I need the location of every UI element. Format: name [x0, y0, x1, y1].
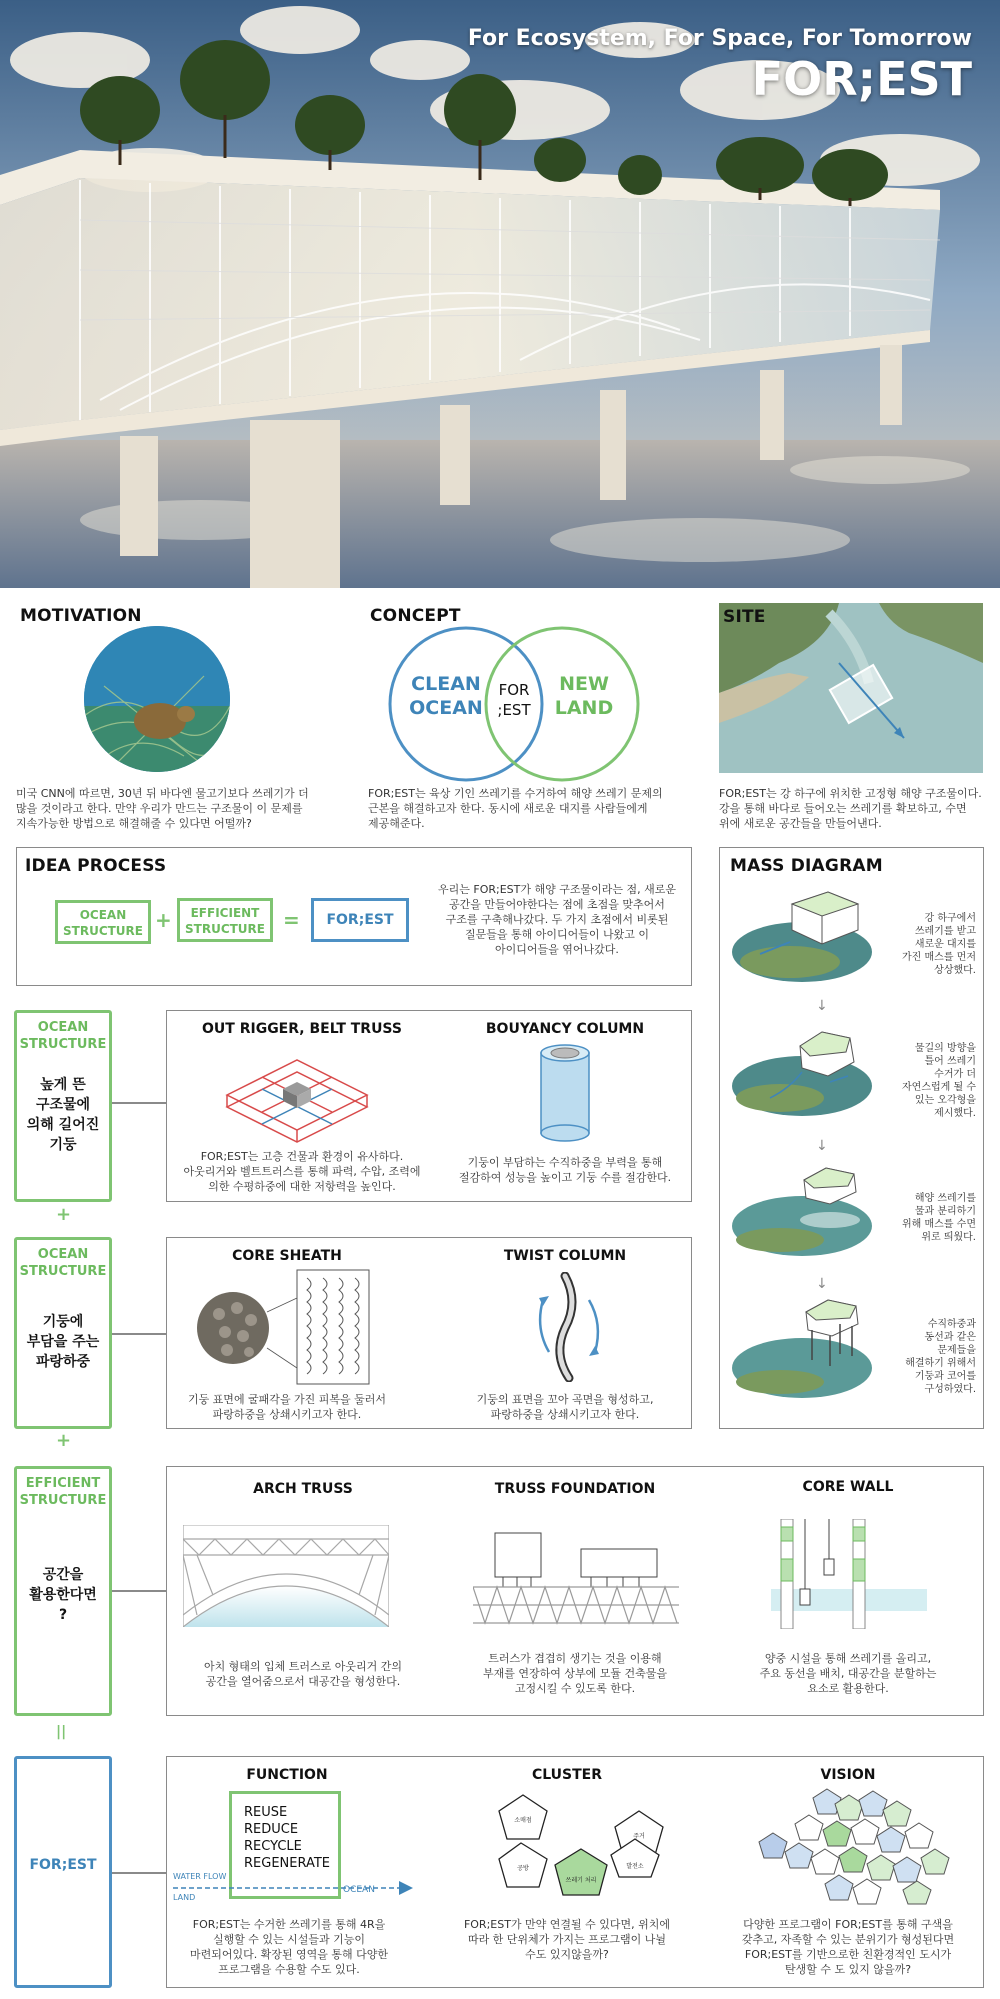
mass-step-line: 상상했다. [934, 965, 976, 976]
row4-side-main: FOR;EST [29, 1857, 97, 1873]
venn-center-label [490, 680, 538, 720]
row1-side-head [17, 1019, 109, 1053]
mass-step-line: 구성하였다. [924, 1384, 976, 1395]
idea-equals: = [283, 908, 300, 932]
core-wall-text [711, 1651, 985, 1696]
motivation-line: 지속가능한 방법으로 해결해줄 수 있다면 어떨까? [16, 817, 252, 830]
mass-arrow-2: ↓ [816, 1138, 828, 1154]
water-flow-arrow-svg [173, 1881, 413, 1895]
motivation-line: 많을 것이라고 한다. 만약 우리가 만드는 구조물이 이 문제를 [16, 802, 303, 815]
function-item: REGENERATE [244, 1856, 331, 1871]
vision-illustration [757, 1787, 957, 1905]
idea-process-panel [16, 847, 692, 986]
idea-process-title: IDEA PROCESS [25, 856, 167, 876]
twist-column-text [437, 1392, 693, 1422]
mass-step-line: 동선과 같은 [924, 1332, 976, 1343]
twist-column-svg [535, 1272, 605, 1382]
outrigger-text [167, 1149, 437, 1194]
core-sheath-line: 파랑하중을 상쇄시키고자 한다. [212, 1408, 362, 1421]
buoyancy-line: 절감하여 성능을 높이고 기둥 수를 절감한다. [458, 1171, 672, 1184]
venn-right-line: NEW [559, 673, 609, 695]
mass-step-4-illustration [730, 1294, 890, 1404]
idea-line: 아이디어들을 엮어나갔다. [495, 943, 619, 956]
core-wall-line: 요소로 활용한다. [807, 1682, 889, 1695]
mass-step-line: 문제들을 [937, 1345, 976, 1356]
mass-step-line: 자연스럽게 될 수 [902, 1082, 976, 1093]
truss-foundation-title: TRUSS FOUNDATION [494, 1481, 656, 1497]
mass-step-line: 제시했다. [934, 1108, 976, 1119]
concept-line: 제공해준다. [368, 817, 425, 830]
concept-title: CONCEPT [370, 606, 461, 626]
function-line: 프로그램을 수용할 수도 있다. [218, 1963, 360, 1976]
twist-column-title: TWIST COLUMN [503, 1248, 627, 1264]
site-title: SITE [723, 607, 766, 627]
equals-connector: || [56, 1724, 67, 1740]
cluster-label-power: 발전소 [626, 1863, 644, 1870]
row2-side-head [17, 1246, 109, 1280]
idea-line: 구조를 구축해나갔다. 두 가지 초점에서 비롯된 [445, 913, 669, 926]
truss-foundation-line: 트러스가 겹겹히 생기는 것을 이용해 [488, 1652, 662, 1665]
vision-line: 갖추고, 자족할 수 있는 분위기가 형성된다면 [741, 1933, 955, 1946]
mass-step-1-svg [730, 884, 890, 989]
site-line: 강을 통해 바다로 들어오는 쓰레기를 확보하고, 수면 [719, 802, 967, 815]
mass-step-line: 틀어 쓰레기 [924, 1056, 976, 1067]
row1-side-main-line: 의해 길어진 [26, 1117, 100, 1133]
idea-line: 질문들을 통해 아이디어들이 나왔고 이 [464, 928, 649, 941]
cluster-title: CLUSTER [531, 1767, 603, 1783]
hero-title: FOR;EST [751, 52, 972, 106]
row2-side-main-line: 파랑하중 [35, 1354, 91, 1370]
row3-side-head-line: STRUCTURE [19, 1493, 107, 1508]
site-line: 위에 새로운 공간들을 만들어낸다. [719, 817, 882, 830]
hero-render [0, 0, 1000, 588]
row3-connector [112, 1590, 166, 1592]
idea-box-ocean-line: OCEAN [79, 908, 127, 922]
mass-step-line: 수거가 더 [934, 1069, 976, 1080]
core-sheath-title: CORE SHEATH [232, 1248, 342, 1264]
plus-connector-1: + [56, 1204, 72, 1225]
mass-step-2-svg [730, 1018, 890, 1123]
idea-line: 공간을 만들어야한다는 점에 초점을 맞추어서 [449, 898, 665, 911]
idea-process-text [429, 882, 685, 957]
mass-step-line: 쓰레기를 받고 [914, 926, 976, 937]
venn-center-line: FOR [498, 681, 530, 699]
outrigger-line: 아웃리거와 벨트트러스를 통해 파력, 수압, 조력에 [183, 1165, 421, 1178]
truss-foundation-line: 부재를 연장하여 상부에 모듈 건축물을 [482, 1667, 667, 1680]
row4-connector [112, 1872, 166, 1874]
idea-line: 우리는 FOR;EST가 해양 구조물이라는 점, 새로운 [438, 883, 676, 896]
venn-left-line: OCEAN [409, 697, 483, 719]
function-item: REDUCE [244, 1822, 299, 1837]
core-wall-line: 주요 동선을 배치, 대공간을 분할하는 [759, 1667, 937, 1680]
arch-truss-text [167, 1659, 439, 1689]
mass-step-line: 물과 분리하기 [914, 1206, 976, 1217]
arch-truss-line: 공간을 열어줌으로서 대공간을 형성한다. [205, 1675, 401, 1688]
cluster-label-housing: 주거 [633, 1833, 645, 1840]
outrigger-line: 의한 수평하중에 대한 저항력을 높인다. [208, 1180, 396, 1193]
water-flow-arrow [173, 1881, 413, 1895]
vision-text [711, 1917, 985, 1977]
row2-side-head-line: STRUCTURE [19, 1264, 107, 1279]
vision-line: 탄생할 수 도 있지 않을까? [784, 1963, 912, 1976]
mass-step-1-text [888, 912, 976, 977]
row3-side-head [17, 1475, 109, 1509]
mass-arrow-1: ↓ [816, 998, 828, 1014]
cluster-line: FOR;EST가 만약 연결될 수 있다면, 위치에 [463, 1918, 671, 1931]
idea-plus: + [155, 908, 172, 932]
function-item: REUSE [244, 1805, 288, 1820]
hero-tagline: For Ecosystem, For Space, For Tomorrow [467, 26, 972, 51]
row1-side-head-line: STRUCTURE [19, 1037, 107, 1052]
core-wall-illustration [771, 1519, 927, 1629]
idea-box-efficient-line: STRUCTURE [185, 922, 265, 936]
mass-step-line: 수직하중과 [927, 1319, 976, 1330]
outrigger-line: FOR;EST는 고층 건물과 환경이 유사하다. [200, 1150, 404, 1163]
outrigger-illustration [217, 1045, 377, 1145]
venn-right-label [544, 672, 624, 720]
buoyancy-illustration [535, 1041, 595, 1145]
mass-step-3-text [888, 1192, 976, 1244]
site-text [719, 786, 989, 831]
core-sheath-text [167, 1392, 407, 1422]
row3-side-main [17, 1565, 109, 1625]
turtle-net-illustration [84, 626, 230, 772]
mass-arrow-3: ↓ [816, 1276, 828, 1292]
cluster-label-workshop: 공방 [517, 1865, 529, 1872]
row4-side-box [14, 1756, 112, 1988]
mass-step-line: 물길의 방향을 [914, 1043, 976, 1054]
site-map [719, 603, 983, 773]
core-sheath-svg [197, 1268, 377, 1388]
motivation-line: 미국 CNN에 따르면, 30년 뒤 바다엔 물고기보다 쓰레기가 더 [16, 787, 309, 800]
outrigger-title: OUT RIGGER, BELT TRUSS [202, 1021, 402, 1037]
cluster-line: 따라 한 단위체가 가지는 프로그램이 나뉠 [467, 1933, 667, 1946]
motivation-text [16, 786, 336, 831]
concept-text [368, 786, 698, 831]
outrigger-svg [217, 1045, 377, 1145]
row2-side-main [17, 1312, 109, 1372]
function-text [167, 1917, 411, 1977]
venn-center-line: ;EST [497, 701, 531, 719]
motivation-photo [84, 626, 230, 772]
vision-svg [757, 1787, 957, 1905]
function-line: 마련되어있다. 확장된 영역을 통해 다양한 [189, 1948, 389, 1961]
truss-foundation-svg [473, 1531, 679, 1627]
mass-step-4-svg [730, 1294, 890, 1404]
mass-step-line: 새로운 대지를 [914, 939, 976, 950]
concept-line: 근본을 해결하고자 한다. 동시에 새로운 대지를 사람들에게 [368, 802, 648, 815]
mass-diagram-title: MASS DIAGRAM [730, 856, 883, 876]
motivation-title: MOTIVATION [20, 606, 142, 626]
mass-step-1-illustration [730, 884, 890, 989]
mass-step-line: 해양 쓰레기를 [914, 1193, 976, 1204]
buoyancy-title: BOUYANCY COLUMN [485, 1021, 645, 1037]
arch-truss-svg [183, 1525, 389, 1627]
twist-column-line: 기둥의 표면을 꼬아 곡면을 형성하고, [476, 1393, 654, 1406]
cluster-label-retail: 소매점 [514, 1817, 532, 1824]
row2-side-main-line: 부담을 주는 [26, 1334, 100, 1350]
ocean-label: OCEAN [343, 1885, 375, 1895]
function-line: 실행할 수 있는 시설들과 기능이 [212, 1933, 366, 1946]
venn-left-label [406, 672, 486, 720]
row1-side-main-line: 기둥 [49, 1137, 77, 1153]
idea-box-ocean [55, 900, 151, 944]
row3-side-head-line: EFFICIENT [25, 1476, 101, 1491]
function-line: FOR;EST는 수거한 쓰레기를 통해 4R을 [192, 1918, 386, 1931]
function-title: FUNCTION [246, 1767, 328, 1783]
concept-venn [386, 624, 642, 784]
mass-step-line: 위로 띄웠다. [921, 1232, 976, 1243]
row3-side-main-line: 공간을 [42, 1567, 84, 1583]
mass-diagram-panel [719, 847, 984, 1429]
row1-side-box [14, 1010, 112, 1202]
mass-step-4-text [888, 1318, 976, 1396]
row2-side-box [14, 1237, 112, 1429]
idea-box-ocean-line: STRUCTURE [63, 924, 143, 938]
row1-side-main-line: 구조물에 [35, 1097, 91, 1113]
row2-side-main-line: 기둥에 [42, 1314, 84, 1330]
buoyancy-line: 기둥이 부담하는 수직하중을 부력을 통해 [467, 1156, 663, 1169]
vision-line: 다양한 프로그램이 FOR;EST를 통해 구색을 [743, 1918, 953, 1931]
twist-column-illustration [535, 1272, 605, 1382]
vision-title: VISION [820, 1767, 876, 1783]
mass-step-line: 가진 매스를 먼저 [902, 952, 976, 963]
mass-step-line: 강 하구에서 [924, 913, 976, 924]
cluster-svg [481, 1791, 681, 1901]
row2-connector [112, 1333, 166, 1335]
cluster-line: 수도 있지않을까? [525, 1948, 609, 1961]
site-map-illustration [719, 603, 983, 773]
core-wall-line: 양중 시설을 통해 쓰레기를 올리고, [764, 1652, 932, 1665]
row3-side-main-line: ? [58, 1607, 68, 1623]
twist-column-line: 파랑하중을 상쇄시키고자 한다. [490, 1408, 640, 1421]
land-label: LAND [173, 1893, 196, 1902]
mass-step-line: 있는 오각형을 [914, 1095, 976, 1106]
arch-truss-illustration [183, 1525, 389, 1627]
arch-truss-title: ARCH TRUSS [253, 1481, 353, 1497]
cluster-text [429, 1917, 705, 1962]
arch-truss-line: 아치 형태의 입체 트러스로 아웃리거 간의 [203, 1660, 403, 1673]
row1-connector [112, 1102, 166, 1104]
core-sheath-line: 기둥 표면에 굴패각을 가진 피복을 둘러서 [187, 1393, 387, 1406]
mass-step-2-text [888, 1042, 976, 1120]
concept-line: FOR;EST는 육상 기인 쓰레기를 수거하여 해양 쓰레기 문제의 [368, 787, 663, 800]
truss-foundation-text [439, 1651, 711, 1696]
row4-panel [166, 1756, 984, 1988]
vision-line: FOR;EST를 기반으로한 친환경적인 도시가 [744, 1948, 952, 1961]
mass-step-2-illustration [730, 1018, 890, 1123]
venn-right-line: LAND [554, 697, 614, 719]
idea-box-forest: FOR;EST [311, 898, 409, 942]
row2-side-head-line: OCEAN [37, 1247, 89, 1262]
cluster-illustration [481, 1791, 681, 1901]
cluster-label-waste: 쓰레기 처리 [565, 1877, 597, 1884]
mass-step-line: 기둥과 코어를 [914, 1371, 976, 1382]
row1-side-main [17, 1075, 109, 1155]
mass-step-3-svg [730, 1158, 890, 1263]
row1-side-head-line: OCEAN [37, 1020, 89, 1035]
core-sheath-illustration [197, 1268, 377, 1388]
truss-foundation-illustration [473, 1531, 679, 1627]
row3-panel [166, 1466, 984, 1716]
water-flow-label: WATER FLOW [173, 1872, 227, 1881]
idea-box-efficient-line: EFFICIENT [190, 906, 260, 920]
mass-step-3-illustration [730, 1158, 890, 1263]
core-wall-svg [771, 1519, 927, 1629]
row3-side-box [14, 1466, 112, 1716]
core-wall-title: CORE WALL [802, 1479, 894, 1495]
idea-box-efficient [177, 898, 273, 942]
row3-side-main-line: 활용한다면 [29, 1587, 97, 1603]
mass-step-line: 위해 매스를 수면 [902, 1219, 976, 1230]
buoyancy-column-svg [535, 1041, 595, 1145]
function-item: RECYCLE [244, 1839, 302, 1854]
site-line: FOR;EST는 강 하구에 위치한 고정형 해양 구조물이다. [719, 787, 982, 800]
plus-connector-2: + [56, 1430, 72, 1451]
row1-panel [166, 1010, 692, 1202]
row1-side-main-line: 높게 뜬 [40, 1077, 86, 1093]
buoyancy-text [437, 1155, 693, 1185]
truss-foundation-line: 고정시킬 수 있도록 한다. [514, 1682, 636, 1695]
venn-left-line: CLEAN [411, 673, 481, 695]
mass-step-line: 해결하기 위해서 [905, 1358, 976, 1369]
row2-panel [166, 1237, 692, 1429]
